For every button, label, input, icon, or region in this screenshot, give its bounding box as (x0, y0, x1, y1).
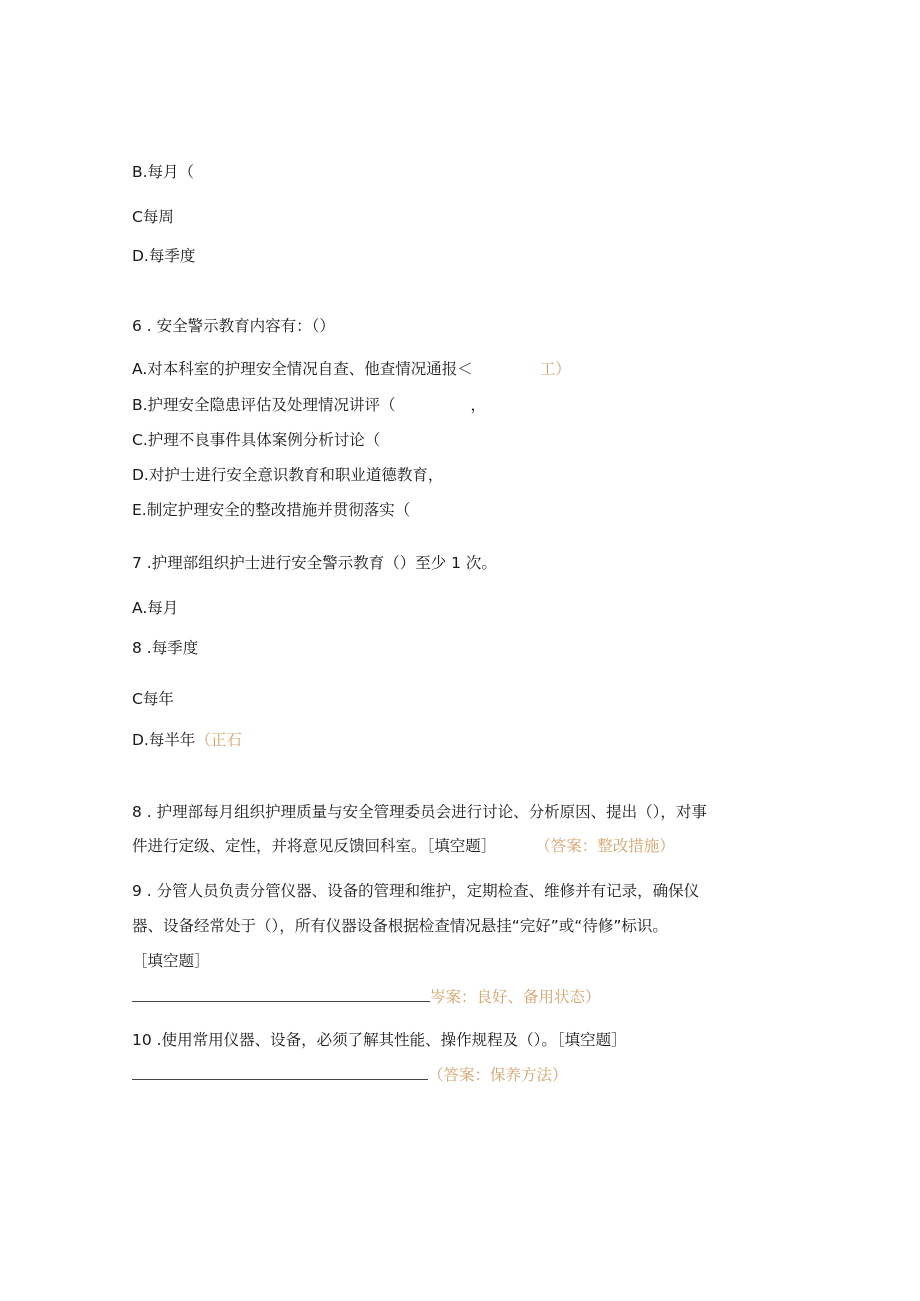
q6-option-a (132, 359, 571, 379)
q6-option-c: C.护理不良事件具体案例分析讨论（ (132, 431, 381, 449)
q7-option-d-text: D.每半年 (132, 731, 196, 749)
q6-option-a-answer: 工） (539, 360, 571, 378)
q9-answer-row (132, 987, 601, 1007)
q7-option-d-answer: （正石 (195, 731, 242, 749)
q10-answer-row (132, 1065, 568, 1085)
q10-answer-blank (132, 1065, 428, 1080)
q5-option-b: B.每月（ (132, 163, 195, 181)
q8-line-2-text: 件进行定级、定性，并将意见反馈回科室。［填空题］ (132, 837, 497, 855)
q6-option-b-text: B.护理安全隐患评估及处理情况讲评（ (132, 396, 396, 414)
q6-option-e: E.制定护理安全的整改措施并贯彻落实（ (132, 501, 411, 519)
q7-stem: 7 .护理部组织护士进行安全警示教育（）至少 1 次。 (132, 554, 497, 572)
q9-line-3: ［填空题］ (132, 952, 210, 970)
q7-option-b: 8 .每季度 (132, 639, 199, 657)
q8-line-2 (132, 836, 675, 856)
q6-option-b (132, 395, 486, 415)
q6-option-d: D.对护士进行安全意识教育和职业道德教育， (132, 466, 444, 484)
q6-option-a-text: A.对本科室的护理安全情况自查、他查情况通报＜ (132, 360, 473, 378)
q7-option-c: C每年 (132, 690, 174, 708)
q8-answer: （答案：整改措施） (535, 837, 675, 855)
q10-stem: 10 .使用常用仪器、设备，必须了解其性能、操作规程及（）。［填空题］ (132, 1031, 627, 1049)
q10-answer: （答案：保养方法） (428, 1066, 568, 1084)
q9-answer-blank (132, 987, 430, 1002)
q9-line-1: 9 . 分管人员负责分管仪器、设备的管理和维护，定期检查、维修并有记录，确保仪 (132, 882, 700, 900)
q9-answer: 岑案：良好、备用状态） (430, 988, 601, 1006)
q9-line-2: 器、设备经常处于（），所有仪器设备根据检查情况悬挂“完好”或“待修”标识。 (132, 917, 668, 935)
q5-option-c: C每周 (132, 208, 174, 226)
q6-stem: 6 . 安全警示教育内容有：（） (132, 317, 335, 335)
q7-option-a: A.每月 (132, 599, 179, 617)
q6-option-b-tail: ， (470, 396, 487, 414)
q5-option-d: D.每季度 (132, 247, 196, 265)
q8-line-1: 8 . 护理部每月组织护理质量与安全管理委员会进行讨论、分析原因、提出（），对事 (132, 803, 707, 821)
q7-option-d (132, 730, 242, 750)
